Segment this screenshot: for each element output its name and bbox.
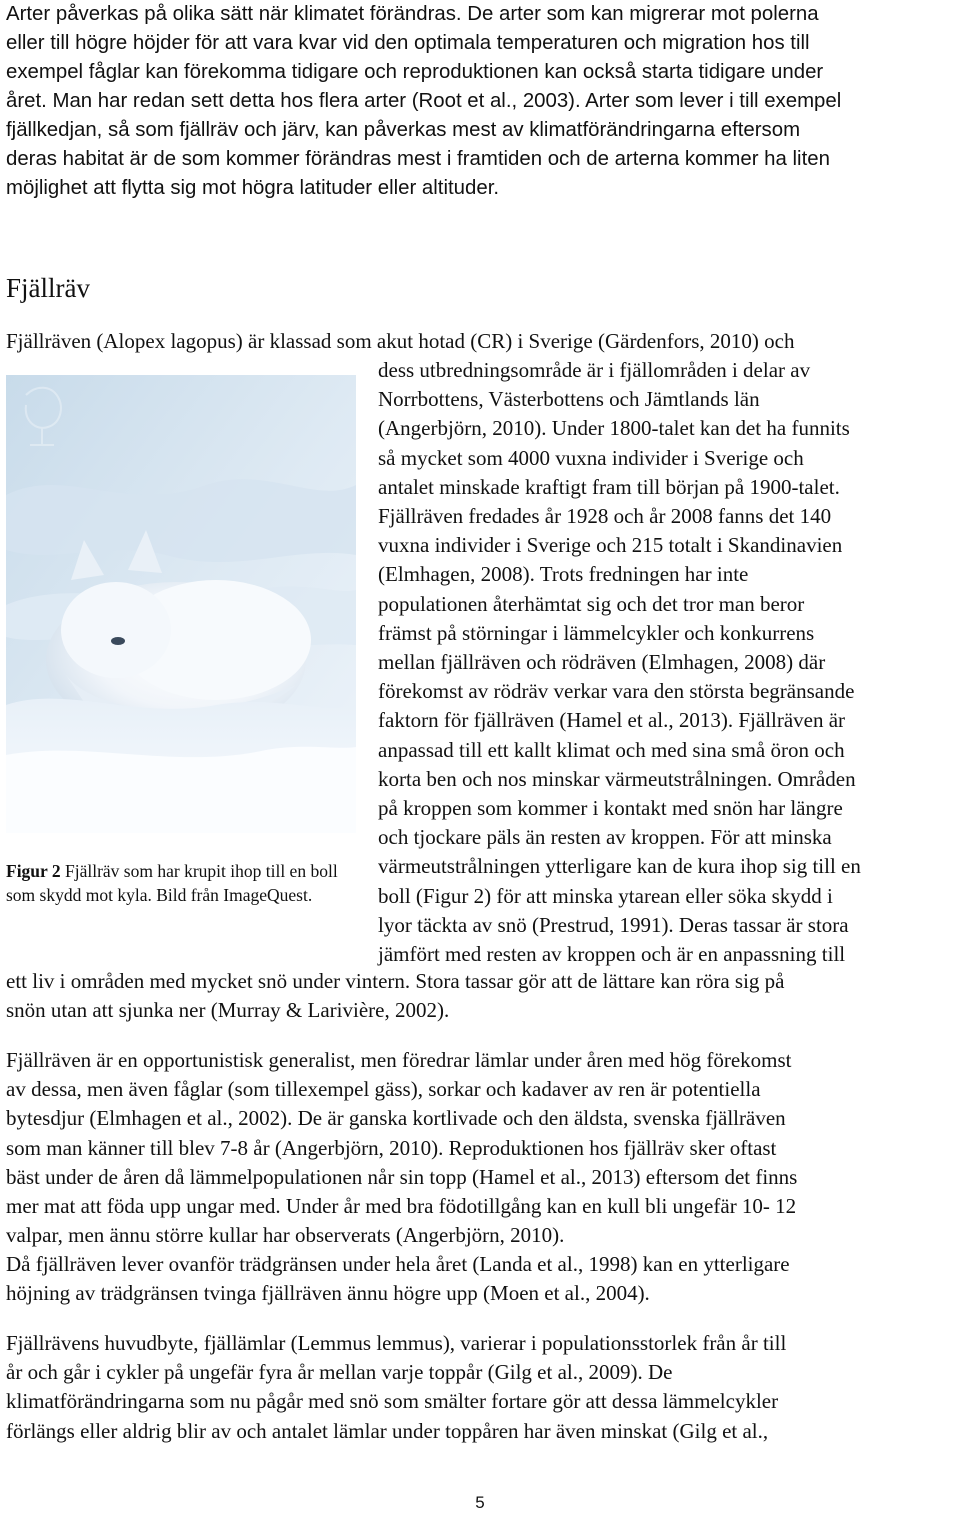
text-line: (Elmhagen, 2008). Trots fredningen har inte (378, 562, 749, 587)
text-line: populationen återhämtat sig och det tror man beror (378, 591, 805, 616)
page-number: 5 (475, 1493, 485, 1512)
text-line: lyor täckta av snö (Prestrud, 1991). Deras tassar är stora (378, 912, 849, 937)
p1-first-line: Fjällräven (Alopex lagopus) är klassad som akut hotad (CR) i Sverige (Gärdenfors, 2010) och (6, 329, 795, 353)
text-line: mellan fjällräven och rödräven (Elmhagen, 2008) där (378, 650, 826, 675)
text-line: dess utbredningsområde är i fjällområden i delar av (378, 358, 811, 382)
text-line: förlängs eller aldrig blir av och antalet lämlar under toppåren har även minskat (Gilg et al., (6, 1418, 769, 1443)
p1-bottom-text (6, 967, 956, 1025)
text-line: korta ben och nos minskar värmeutstrålningen. Områden (378, 766, 856, 791)
text-line: höjning av trädgränsen tvinga fjällräven ännu högre upp (Moen et al., 2004). (6, 1281, 650, 1306)
text-line: möjlighet att flytta sig mot högra latituder eller altituder. (6, 177, 500, 199)
intro-paragraph (6, 0, 954, 203)
figure-caption-label: Figur 2 (6, 861, 61, 881)
text-line: året. Man har redan sett detta hos flera arter (Root et al., 2003). Arter som lever i till exempel (6, 90, 842, 112)
text-line: Arter påverkas på olika sätt när klimatet förändras. De arter som kan migrerar mot polerna (6, 3, 819, 25)
text-line: som man känner till blev 7-8 år (Angerbjörn, 2010). Reproduktionen hos fjällräv sker oftast (6, 1135, 777, 1160)
text-line: anpassad till ett kallt klimat och med sina små öron och (378, 737, 845, 762)
text-line: år och går i cykler på ungefär fyra år mellan varje toppår (Gilg et al., 2009). De (6, 1360, 673, 1385)
text-line: mer mat att föda upp ungar med. Under år med bra födotillgång kan en kull bli ungefär 10- 12 (6, 1194, 797, 1219)
paragraph-lemming-cycles (6, 1329, 960, 1446)
paragraph-treeline (6, 1250, 960, 1308)
figure-caption-text: Fjällräv som har krupit ihop till en boll som skydd mot kyla. Bild från ImageQuest. (6, 861, 338, 905)
text-line: förekomst av rödräv verkar vara den största begränsande (378, 679, 855, 704)
text-line: boll (Figur 2) för att minska ytarean eller söka skydd i (378, 883, 833, 908)
text-line: främst på störningar i lämmelcykler och konkurrens (378, 620, 815, 645)
text-line: av dessa, men även fåglar (som tillexempel gäss), sorkar och kadaver av ren är potentiella (6, 1077, 761, 1102)
text-line: jämfört med resten av kroppen och är en anpassning till (378, 942, 846, 967)
text-line: valpar, men ännu större kullar har observerats (Angerbjörn, 2010). (6, 1223, 565, 1248)
text-line: bäst under de åren då lämmelpopulationen når sin topp (Hamel et al., 2013) eftersom det finns (6, 1164, 798, 1189)
text-line: exempel fåglar kan förekomma tidigare och reproduktionen kan också starta tidigare under (6, 61, 824, 83)
text-line: faktorn för fjällräven (Hamel et al., 2013). Fjällräven är (378, 708, 846, 733)
text-line: värmeutstrålningen ytterligare kan de kura ihop sig till en (378, 854, 861, 879)
arctic-fox-photo (6, 375, 356, 833)
text-line: klimatförändringarna som nu pågår med snö som smälter fortare gör att dessa lämmelcykler (6, 1389, 779, 1414)
text-line: vuxna individer i Sverige och 215 totalt i Skandinavien (378, 533, 843, 558)
text-line: snön utan att sjunka ner (Murray & Larivière, 2002). (6, 998, 450, 1023)
figure-caption (6, 860, 356, 907)
text-line: antalet minskade kraftigt fram till början på 1900-talet. (378, 474, 840, 499)
section-heading: Fjällräv (6, 273, 90, 303)
text-line: (Angerbjörn, 2010). Under 1800-talet kan det ha funnits (378, 416, 850, 441)
p1-wrapped-text (378, 356, 958, 969)
text-line: bytesdjur (Elmhagen et al., 2002). De är ganska kortlivade och den äldsta, svenska fjällräven (6, 1106, 786, 1131)
text-line: och tjockare päls än resten av kroppen. För att minska (378, 825, 832, 850)
text-line: Fjällräven är en opportunistisk generalist, men föredrar lämlar under åren med hög förekomst (6, 1048, 792, 1072)
text-line: deras habitat är de som kommer förändras mest i framtiden och de arterna kommer ha liten (6, 148, 830, 170)
text-line: fjällkedjan, så som fjällräv och järv, kan påverkas mest av klimatförändringarna eftersom (6, 119, 801, 141)
text-line: på kroppen som kommer i kontakt med snön har längre (378, 796, 843, 821)
text-line: Norrbottens, Västerbottens och Jämtlands län (378, 387, 760, 412)
text-line: Fjällrävens huvudbyte, fjällämlar (Lemmus lemmus), varierar i populationsstorlek från år till (6, 1331, 787, 1355)
text-line: Då fjällräven lever ovanför trädgränsen under hela året (Landa et al., 1998) kan en ytterligare (6, 1252, 790, 1276)
text-line: eller till högre höjder för att vara kvar vid den optimala temperaturen och migration hos till (6, 32, 810, 54)
text-line: så mycket som 4000 vuxna individer i Sverige och (378, 445, 804, 470)
paragraph-diet (6, 1046, 960, 1250)
text-line: ett liv i områden med mycket snö under vintern. Stora tassar gör att de lättare kan röra sig på (6, 969, 785, 993)
text-line: Fjällräven fredades år 1928 och år 2008 fanns det 140 (378, 504, 832, 529)
